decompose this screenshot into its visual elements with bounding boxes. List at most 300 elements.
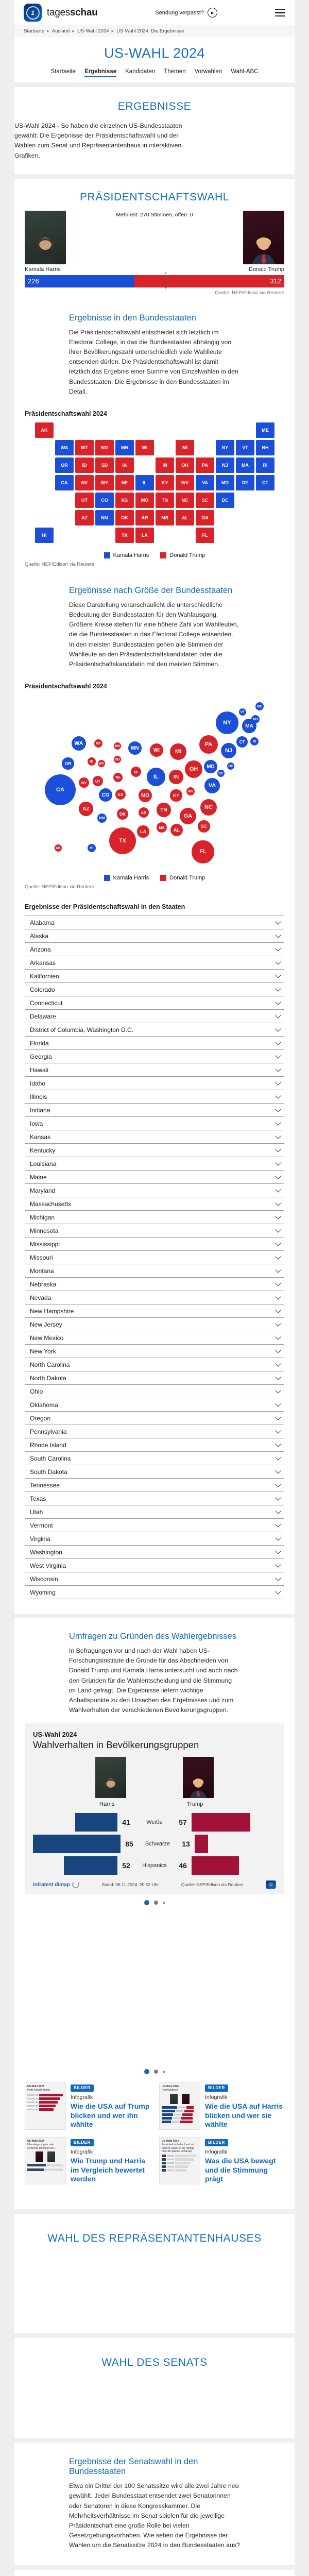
chevron-down-icon bbox=[275, 1562, 281, 1567]
trump-electoral-bar: 312 bbox=[134, 275, 284, 287]
chevron-down-icon bbox=[275, 932, 281, 938]
tab-kandidaten[interactable]: Kandidaten bbox=[125, 69, 156, 75]
state-accordion-label: Texas bbox=[30, 1495, 46, 1502]
state-accordion-label: Oklahoma bbox=[30, 1401, 58, 1409]
state-bubble-KS[interactable]: KS bbox=[115, 789, 126, 800]
bilder-badge: BILDER bbox=[71, 2084, 94, 2092]
dimap-donut-icon bbox=[72, 1881, 79, 1888]
state-accordion-row[interactable] bbox=[25, 1210, 284, 1224]
teaser-kicker: Infografik bbox=[205, 2094, 228, 2101]
state-bubble-CA[interactable]: CA bbox=[45, 774, 76, 805]
state-accordion-row[interactable] bbox=[25, 1250, 284, 1264]
trump-value: 46 bbox=[179, 1861, 187, 1870]
state-accordion-row[interactable] bbox=[25, 1237, 284, 1250]
chevron-down-icon bbox=[275, 1347, 281, 1353]
state-accordion-row[interactable] bbox=[25, 1157, 284, 1170]
state-accordion-label: New York bbox=[30, 1347, 56, 1355]
state-tile-VT[interactable]: VT bbox=[236, 440, 254, 455]
state-tile-NE[interactable]: NE bbox=[115, 475, 134, 490]
state-bubble-MO[interactable]: MO bbox=[139, 789, 152, 802]
state-bubble-AL[interactable]: AL bbox=[170, 824, 183, 837]
state-accordion-row[interactable] bbox=[25, 1009, 284, 1023]
state-bubble-IA[interactable]: IA bbox=[131, 767, 141, 777]
state-tile-HI[interactable]: HI bbox=[35, 528, 54, 543]
state-tile-OR[interactable]: OR bbox=[55, 457, 74, 473]
state-accordion-label: Oregon bbox=[30, 1414, 51, 1422]
state-bubble-NC[interactable]: NC bbox=[200, 799, 217, 816]
state-accordion-row[interactable] bbox=[25, 1384, 284, 1398]
state-accordion-label: Wyoming bbox=[30, 1588, 56, 1596]
state-bubble-WV[interactable]: WV bbox=[186, 787, 195, 795]
state-bubble-OH[interactable]: OH bbox=[185, 760, 202, 778]
tab-startseite[interactable]: Startseite bbox=[50, 69, 76, 75]
umfragen-text: In Befragungen vor und nach der Wahl haben US-Forschungsinstitute die Gründe für das Abschneiden von Donald Trump und Kamala Harris untersucht und auch nach den Gründen für die Wahlentscheidung und die Stimmung im Land gefragt. Die Ergebnisse liefern wichtige Anhaltspunkte zu den Ursachen des Ergebnisses und zum Wahlverhalten der verschiedenen Bevölkerungsgruppen. bbox=[69, 1647, 238, 1714]
state-accordion-label: Kalifornien bbox=[30, 972, 59, 980]
state-tile-KY[interactable]: KY bbox=[156, 475, 174, 490]
state-accordion-label: Vermont bbox=[30, 1521, 53, 1529]
trump-bar bbox=[192, 1813, 250, 1832]
state-accordion-row[interactable] bbox=[25, 1076, 284, 1090]
state-accordion-row[interactable] bbox=[25, 1358, 284, 1371]
state-accordion-label: New Jersey bbox=[30, 1320, 62, 1328]
chevron-down-icon bbox=[275, 1146, 281, 1152]
state-bubble-TN[interactable]: TN bbox=[157, 803, 170, 817]
state-bubble-OR[interactable]: OR bbox=[62, 757, 74, 769]
state-bubble-CT[interactable]: CT bbox=[236, 736, 248, 748]
state-bubble-IN[interactable]: IN bbox=[169, 770, 183, 784]
state-tile-IA[interactable]: IA bbox=[115, 457, 134, 473]
state-tile-KS[interactable]: KS bbox=[115, 493, 134, 508]
state-accordion-label: Utah bbox=[30, 1508, 43, 1516]
harris-bar bbox=[64, 1856, 117, 1875]
demographics-row bbox=[33, 1834, 276, 1854]
dot[interactable] bbox=[163, 2071, 165, 2073]
state-bubble-WI[interactable]: WI bbox=[150, 743, 163, 757]
harris-small-photo bbox=[95, 1757, 126, 1798]
state-tile-SD[interactable]: SD bbox=[95, 457, 114, 473]
donald-trump-photo bbox=[243, 211, 284, 264]
state-accordion-label: District of Columbia, Washington D.C. bbox=[30, 1026, 133, 1033]
state-bubble-NE[interactable]: NE bbox=[113, 773, 123, 782]
state-accordion-label: Louisiana bbox=[30, 1160, 57, 1167]
state-bubble-TX[interactable]: TX bbox=[109, 827, 136, 854]
state-tile-IN[interactable]: IN bbox=[156, 457, 174, 473]
state-tile-NC[interactable]: NC bbox=[176, 493, 194, 508]
state-bubble-HI[interactable]: HI bbox=[88, 844, 96, 852]
state-bubble-FL[interactable]: FL bbox=[192, 840, 215, 863]
state-bubble-AR[interactable]: AR bbox=[139, 807, 149, 818]
wahlverhalten-infografik[interactable] bbox=[25, 1723, 284, 1894]
tab-wahl-abc[interactable]: Wahl-ABC bbox=[231, 69, 259, 75]
chevron-down-icon bbox=[275, 1213, 281, 1219]
state-accordion-row[interactable] bbox=[25, 1465, 284, 1478]
ard-logo-small: ① bbox=[266, 1880, 276, 1889]
chevron-down-icon bbox=[275, 1454, 281, 1460]
state-tile-NY[interactable]: NY bbox=[216, 440, 234, 455]
state-accordion-row[interactable] bbox=[25, 1063, 284, 1076]
state-accordion-row[interactable] bbox=[25, 1304, 284, 1317]
state-tile-IL[interactable]: IL bbox=[135, 475, 154, 490]
state-tile-WV[interactable]: WV bbox=[176, 475, 194, 490]
state-accordion-row[interactable] bbox=[25, 1371, 284, 1384]
teaser-kicker: Infografik bbox=[71, 2094, 93, 2101]
state-accordion-row[interactable] bbox=[25, 1264, 284, 1277]
state-accordion-row[interactable] bbox=[25, 969, 284, 982]
play-icon[interactable]: ▶ bbox=[208, 8, 217, 18]
state-accordion-row[interactable] bbox=[25, 1585, 284, 1599]
state-tile-TN[interactable]: TN bbox=[156, 493, 174, 508]
state-bubble-MD[interactable]: MD bbox=[204, 760, 217, 773]
menu-icon[interactable] bbox=[275, 9, 285, 16]
state-tile-PA[interactable]: PA bbox=[196, 457, 214, 473]
state-tile-CA[interactable]: CA bbox=[55, 475, 74, 490]
state-tile-DE[interactable]: DE bbox=[236, 475, 254, 490]
state-accordion-row[interactable] bbox=[25, 1224, 284, 1237]
state-bubble-ND[interactable]: ND bbox=[114, 742, 121, 750]
state-tile-RI[interactable]: RI bbox=[256, 457, 274, 473]
state-accordion-row[interactable] bbox=[25, 1197, 284, 1210]
state-tile-ND[interactable]: ND bbox=[95, 440, 114, 455]
state-bubble-PA[interactable]: PA bbox=[199, 735, 218, 754]
state-accordion-row[interactable] bbox=[25, 1438, 284, 1451]
state-bubble-ID[interactable]: ID bbox=[88, 757, 96, 766]
teaser-title[interactable]: Wie die USA auf Harris blicken und wer sie wählte bbox=[205, 2102, 283, 2129]
state-tile-MN[interactable]: MN bbox=[115, 440, 134, 455]
chevron-down-icon bbox=[275, 1307, 281, 1313]
umfragen-card bbox=[14, 1618, 295, 2209]
state-bubble-DC[interactable]: DC bbox=[217, 770, 225, 777]
state-bubble-DE[interactable]: DE bbox=[227, 762, 234, 770]
mini-photo bbox=[170, 2094, 178, 2104]
breadcrumb-item[interactable]: US-Wahl 2024 bbox=[77, 28, 109, 34]
dot-active[interactable] bbox=[144, 1900, 149, 1905]
carousel-dots-1 bbox=[14, 1894, 295, 1909]
trump-value: 57 bbox=[179, 1818, 187, 1827]
hero bbox=[14, 37, 295, 82]
umfragen-heading: Umfragen zu Gründen des Wahlergebnisses bbox=[69, 1632, 236, 1641]
state-tile-OH[interactable]: OH bbox=[176, 457, 194, 473]
state-accordion-row[interactable] bbox=[25, 1116, 284, 1130]
state-accordion-row[interactable] bbox=[25, 996, 284, 1009]
trump-column-label: Trump bbox=[187, 1801, 203, 1808]
chevron-down-icon bbox=[275, 1280, 281, 1286]
sub2-text: Diese Darstellung veranschaulicht die unterschiedliche Bedeutung der Bundesstaaten für den Wahlausgang. Größere Kreise stehen für eine höhere Zahl von Wahlleuten, die die Bundesstaaten in das Electoral College entsenden. In den meisten Bundesstaaten gehen alle Stimmen der Wahlleute an den Präsidentschaftskandidaten oder die Präsidentschaftskandidatin mit den meisten Stimmen. bbox=[69, 601, 239, 668]
state-accordion-label: Nebraska bbox=[30, 1280, 57, 1288]
state-bubble-SD[interactable]: SD bbox=[114, 756, 121, 763]
state-bubble-NJ[interactable]: NJ bbox=[221, 743, 237, 759]
breadcrumb-item[interactable]: Startseite bbox=[24, 28, 45, 34]
state-bubble-MS[interactable]: MS bbox=[157, 822, 167, 833]
majority-annotation: Mehrheit: 270 Stimmen, offen: 0 bbox=[116, 211, 193, 218]
state-tile-TX[interactable]: TX bbox=[115, 528, 134, 543]
state-accordion-row[interactable] bbox=[25, 1532, 284, 1545]
chevron-down-icon bbox=[275, 1253, 281, 1259]
state-tile-NV[interactable]: NV bbox=[75, 475, 94, 490]
infratest-dimap-logo: infratest dimap bbox=[33, 1881, 79, 1888]
repraesentantenhaus-title: WAHL DES REPRÄSENTANTENHAUSES bbox=[47, 2232, 262, 2245]
tab-ergebnisse[interactable]: Ergebnisse bbox=[84, 69, 116, 77]
state-accordion-label: North Carolina bbox=[30, 1361, 70, 1368]
bilder-badge: BILDER bbox=[205, 2139, 228, 2146]
state-accordion-row[interactable] bbox=[25, 929, 284, 942]
teaser-title[interactable]: Was die USA bewegt und die Stimmung prägt bbox=[205, 2157, 276, 2183]
state-tile-SC[interactable]: SC bbox=[196, 493, 214, 508]
dot[interactable] bbox=[154, 1901, 158, 1905]
state-bubble-WY[interactable]: WY bbox=[98, 760, 105, 767]
infografik-source: Quelle: NEP/Edison via Reuters bbox=[181, 1882, 244, 1888]
state-accordion-row[interactable] bbox=[25, 1090, 284, 1103]
chevron-down-icon bbox=[275, 1548, 281, 1554]
chevron-down-icon bbox=[275, 1374, 281, 1380]
state-accordion-label: Georgia bbox=[30, 1053, 52, 1060]
teaser-grid bbox=[14, 2078, 295, 2197]
us-electoral-bubble-map bbox=[25, 695, 284, 868]
state-accordion-row[interactable] bbox=[25, 1143, 284, 1157]
chevron-down-icon bbox=[275, 1012, 281, 1018]
chevron-down-icon bbox=[275, 1320, 281, 1326]
teaser-thumbnail: US-Wahl 2024 Überwiegend gute oder schlechte Meinung von... bbox=[25, 2137, 66, 2184]
map2-source: Quelle: NEP/Edison via Reuters bbox=[25, 884, 94, 890]
state-accordion-row[interactable] bbox=[25, 1036, 284, 1049]
state-accordion-row[interactable] bbox=[25, 1411, 284, 1425]
state-accordion-row[interactable] bbox=[25, 1492, 284, 1505]
state-bubble-MT[interactable]: MT bbox=[94, 739, 102, 748]
tab-vorwahlen[interactable]: Vorwahlen bbox=[194, 69, 222, 75]
state-accordion-row[interactable] bbox=[25, 1558, 284, 1572]
state-accordion-row[interactable] bbox=[25, 1277, 284, 1291]
state-accordion-row[interactable] bbox=[25, 1451, 284, 1465]
state-accordion-row[interactable] bbox=[25, 1572, 284, 1585]
chevron-down-icon bbox=[275, 1093, 281, 1098]
chevron-down-icon bbox=[275, 1428, 281, 1433]
chevron-down-icon bbox=[275, 1535, 281, 1540]
state-tile-MD[interactable]: MD bbox=[216, 475, 234, 490]
chevron-down-icon bbox=[275, 945, 281, 951]
demographics-chart bbox=[33, 1812, 276, 1875]
state-tile-FL[interactable]: FL bbox=[196, 528, 214, 543]
harris-value: 41 bbox=[122, 1818, 130, 1827]
state-bubble-NY[interactable]: NY bbox=[216, 711, 238, 734]
state-accordion-label: Delaware bbox=[30, 1012, 56, 1020]
state-bubble-GA[interactable]: GA bbox=[180, 808, 197, 825]
state-accordion-row[interactable] bbox=[25, 1478, 284, 1492]
state-accordion-label: Wisconsin bbox=[30, 1575, 58, 1583]
state-bubble-SC[interactable]: SC bbox=[198, 820, 211, 833]
teaser-card[interactable] bbox=[25, 2137, 150, 2184]
electoral-bar bbox=[14, 275, 295, 287]
bilder-badge: BILDER bbox=[71, 2139, 94, 2146]
state-tile-OK[interactable]: OK bbox=[115, 510, 134, 526]
state-bubble-MN[interactable]: MN bbox=[128, 741, 142, 755]
state-accordion-row[interactable] bbox=[25, 1344, 284, 1358]
state-accordion-row[interactable] bbox=[25, 1023, 284, 1036]
state-tile-MO[interactable]: MO bbox=[135, 493, 154, 508]
state-bubble-LA[interactable]: LA bbox=[137, 825, 149, 837]
state-accordion-label: Mississippi bbox=[30, 1240, 60, 1248]
state-accordion-label: Kansas bbox=[30, 1133, 51, 1141]
state-accordion-row[interactable] bbox=[25, 1103, 284, 1116]
state-accordion-label: Hawaii bbox=[30, 1066, 49, 1074]
state-tile-MT[interactable]: MT bbox=[75, 440, 94, 455]
breadcrumb-item[interactable]: Ausland bbox=[52, 28, 70, 34]
state-bubble-VT[interactable]: VT bbox=[239, 708, 246, 716]
state-accordion-row[interactable] bbox=[25, 1049, 284, 1063]
state-accordion-row[interactable] bbox=[25, 956, 284, 969]
state-accordion-row[interactable] bbox=[25, 1130, 284, 1143]
state-accordion-row[interactable] bbox=[25, 1317, 284, 1331]
state-tile-LA[interactable]: LA bbox=[135, 528, 154, 543]
ergebnisse-text: US-Wahl 2024 - So haben die einzelnen US-Bundesstaaten gewählt: Die Ergebnisse der Präsidentschaftswahl und der Wahlen zum Senat und Repräsentantenhaus in interaktiven Grafiken. bbox=[14, 122, 182, 159]
chevron-down-icon bbox=[275, 1387, 281, 1393]
state-tile-CO[interactable]: CO bbox=[95, 493, 114, 508]
state-accordion-label: Alabama bbox=[30, 919, 55, 926]
state-bubble-VA[interactable]: VA bbox=[204, 778, 220, 793]
state-accordion-label: West Virginia bbox=[30, 1562, 66, 1569]
state-bubble-NV[interactable]: NV bbox=[79, 777, 89, 788]
chevron-down-icon bbox=[275, 1187, 281, 1192]
trump-name-label: Donald Trump bbox=[248, 266, 284, 273]
state-accordion-row[interactable] bbox=[25, 1545, 284, 1558]
state-accordion-label: Florida bbox=[30, 1039, 49, 1047]
state-tile-AK[interactable]: AK bbox=[35, 422, 54, 438]
infografik-kicker: US-Wahl 2024 bbox=[33, 1731, 77, 1739]
state-accordion-row[interactable] bbox=[25, 916, 284, 929]
harris-bar bbox=[33, 1835, 121, 1853]
state-tile-WY[interactable]: WY bbox=[95, 475, 114, 490]
state-accordion-row[interactable] bbox=[25, 1331, 284, 1344]
sub1-text: Die Präsidentschaftswahl entscheidet sich letztlich im Electoral College, in das die Bundesstaaten abhängig von ihrer Bevölkerungszahl unterschiedlich viele Wahlleute entsenden dürfen. Die Präsidentschaftswahl ist damit letztlich das Ergebnis einer Summe von Einzelwahlen in den Bundesstaaten. Die Ergebnisse in den Bundesstaaten im Detail. bbox=[69, 328, 238, 395]
state-tile-UT[interactable]: UT bbox=[75, 493, 94, 508]
tagesschau-logo[interactable] bbox=[24, 4, 42, 22]
mini-photo bbox=[47, 2151, 55, 2162]
map2-legend: Kamala Harris Donald Trump bbox=[14, 875, 295, 881]
state-bubble-KY[interactable]: KY bbox=[170, 789, 182, 801]
state-accordion-label: New Hampshire bbox=[30, 1307, 74, 1315]
state-tile-GA[interactable]: GA bbox=[196, 510, 214, 526]
state-accordion-row[interactable] bbox=[25, 1398, 284, 1411]
state-bubble-CO[interactable]: CO bbox=[99, 788, 112, 802]
state-tile-AL[interactable]: AL bbox=[176, 510, 194, 526]
demographics-row bbox=[33, 1812, 276, 1832]
state-results-accordion bbox=[25, 916, 284, 1599]
state-accordion-label: Arkansas bbox=[30, 959, 56, 967]
state-tile-NM[interactable]: NM bbox=[95, 510, 114, 526]
state-tile-WA[interactable]: WA bbox=[55, 440, 74, 455]
missed-show-link[interactable]: Sendung verpasst? bbox=[155, 9, 204, 16]
teaser-card[interactable] bbox=[159, 2082, 284, 2130]
brand-wordmark[interactable]: tagesschau bbox=[47, 7, 98, 18]
dot[interactable] bbox=[154, 2070, 158, 2074]
kamala-harris-photo bbox=[25, 211, 66, 264]
state-bubble-AZ[interactable]: AZ bbox=[79, 802, 93, 816]
state-accordion-row[interactable] bbox=[25, 982, 284, 996]
stand-timestamp: Stand: 06.11.2024, 20:52 Uhr bbox=[101, 1882, 159, 1888]
tab-themen[interactable]: Themen bbox=[164, 69, 186, 75]
carousel-slide-empty bbox=[14, 1909, 295, 2063]
teaser-title[interactable]: Wie Trump und Harris im Vergleich bewertet werden bbox=[71, 2157, 146, 2183]
state-bubble-NM[interactable]: NM bbox=[97, 814, 107, 823]
state-tile-CT[interactable]: CT bbox=[256, 475, 274, 490]
chevron-down-icon bbox=[275, 1481, 281, 1487]
state-accordion-row[interactable] bbox=[25, 1505, 284, 1518]
harris-column-label: Harris bbox=[99, 1801, 115, 1808]
state-accordion-row[interactable] bbox=[25, 1170, 284, 1183]
state-accordion-label: Virginia bbox=[30, 1535, 50, 1543]
state-bubble-IL[interactable]: IL bbox=[147, 768, 165, 786]
state-accordion-label: Maine bbox=[30, 1173, 47, 1181]
harris-value: 52 bbox=[122, 1861, 130, 1870]
dot-active[interactable] bbox=[144, 2069, 149, 2074]
state-bubble-MA[interactable]: MA bbox=[242, 719, 256, 733]
ergebnisse-card bbox=[14, 87, 295, 174]
state-accordion-row[interactable] bbox=[25, 1291, 284, 1304]
teaser-kicker: Infografik bbox=[205, 2149, 228, 2156]
teaser-card[interactable] bbox=[25, 2082, 150, 2130]
state-accordion-label: South Dakota bbox=[30, 1468, 67, 1476]
chevron-down-icon bbox=[275, 1361, 281, 1366]
state-accordion-row[interactable] bbox=[25, 1425, 284, 1438]
state-bubble-RI[interactable]: RI bbox=[250, 737, 259, 745]
state-tile-NJ[interactable]: NJ bbox=[216, 457, 234, 473]
state-bubble-ME[interactable]: ME bbox=[255, 702, 264, 710]
state-tile-AZ[interactable]: AZ bbox=[75, 510, 94, 526]
state-bubble-UT[interactable]: UT bbox=[93, 776, 103, 786]
state-bubble-AK[interactable]: AK bbox=[55, 844, 62, 852]
state-bubble-MI[interactable]: MI bbox=[170, 743, 186, 760]
state-accordion-row[interactable] bbox=[25, 1518, 284, 1532]
chevron-down-icon bbox=[275, 1334, 281, 1340]
chevron-down-icon bbox=[275, 1200, 281, 1206]
harris-electoral-bar: 226 bbox=[25, 275, 134, 287]
teaser-card[interactable] bbox=[159, 2137, 284, 2184]
senat-title: WAHL DES SENATS bbox=[101, 2357, 208, 2369]
map2-label: Präsidentschaftswahl 2024 bbox=[25, 683, 107, 690]
chevron-down-icon bbox=[275, 1173, 281, 1179]
state-bubble-OK[interactable]: OK bbox=[117, 808, 128, 820]
state-accordion-label: Connecticut bbox=[30, 999, 63, 1007]
state-tile-VA[interactable]: VA bbox=[196, 475, 214, 490]
teaser-title[interactable]: Wie die USA auf Trump blicken und wer ihn wählte bbox=[71, 2102, 150, 2129]
dot[interactable] bbox=[163, 1902, 165, 1904]
chevron-down-icon bbox=[275, 1066, 281, 1072]
state-tile-MA[interactable]: MA bbox=[236, 457, 254, 473]
chevron-down-icon bbox=[275, 1495, 281, 1500]
breadcrumb bbox=[14, 25, 295, 37]
map1-legend: Kamala Harris Donald Trump bbox=[14, 552, 295, 558]
map1-source: Quelle: NEP/Edison via Reuters bbox=[25, 561, 94, 567]
state-tile-MI[interactable]: MI bbox=[176, 440, 194, 455]
chevron-down-icon bbox=[275, 1401, 281, 1406]
state-tile-ID[interactable]: ID bbox=[75, 457, 94, 473]
praesidentschaftswahl-title: PRÄSIDENTSCHAFTSWAHL bbox=[79, 191, 230, 203]
state-tile-ME[interactable]: ME bbox=[256, 422, 274, 438]
state-tile-AR[interactable]: AR bbox=[135, 510, 154, 526]
state-accordion-row[interactable] bbox=[25, 1183, 284, 1197]
state-accordion-row[interactable] bbox=[25, 942, 284, 956]
state-accordion-label: Arizona bbox=[30, 945, 51, 953]
state-accordion-label: Indiana bbox=[30, 1106, 50, 1114]
state-accordion-label: Rhode Island bbox=[30, 1441, 66, 1449]
state-tile-MS[interactable]: MS bbox=[156, 510, 174, 526]
state-tile-WI[interactable]: WI bbox=[135, 440, 154, 455]
state-tile-NH[interactable]: NH bbox=[256, 440, 274, 455]
breadcrumb-item[interactable]: US-Wahl 2024: Die Ergebnisse bbox=[116, 28, 184, 34]
chevron-down-icon bbox=[275, 1039, 281, 1045]
state-bubble-NH[interactable]: NH bbox=[251, 715, 260, 723]
state-bubble-WA[interactable]: WA bbox=[72, 736, 86, 751]
chevron-down-icon bbox=[275, 1294, 281, 1299]
state-tile-DC[interactable]: DC bbox=[216, 493, 234, 508]
